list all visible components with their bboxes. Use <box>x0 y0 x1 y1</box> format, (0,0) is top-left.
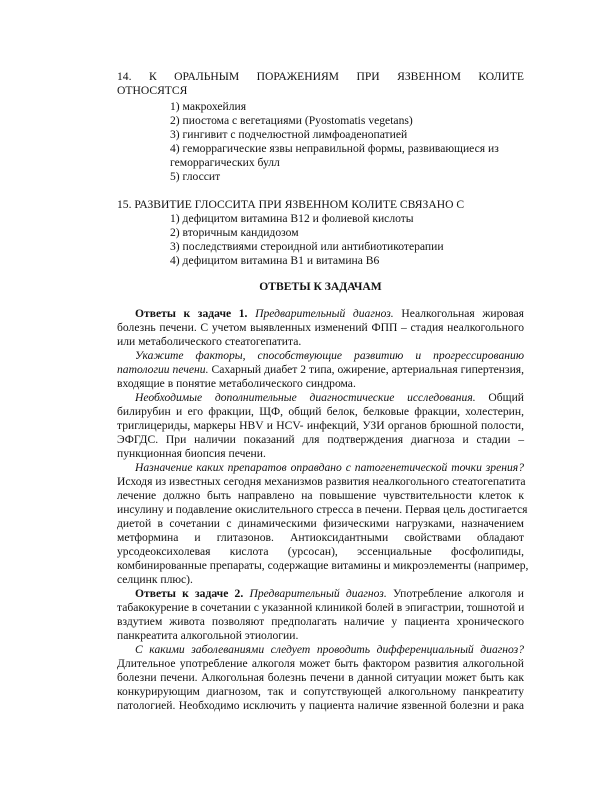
a1-label: Ответы к задаче 1. <box>135 307 248 320</box>
a2-diff-line-1: Длительное употребление алкоголя может быть фактором развития алкогольной <box>117 657 524 670</box>
q14-option-4: 4) геморрагические язвы неправильной формы, развивающиеся из <box>170 142 499 155</box>
a1-studies-line-1 <box>117 391 524 405</box>
a1-studies-line-2: билирубин и его фракции, ЩФ, общий белок, белковые фракции, холестерин, <box>117 405 524 418</box>
question-14-line-2: ОТНОСЯТСЯ <box>117 84 188 97</box>
q15-option-3: 3) последствиями стероидной или антибиотикотерапии <box>170 240 444 253</box>
a1-line-2: болезнь печени. С учетом выявленных изменений ФПП – стадия неалкогольного <box>117 321 524 334</box>
a2-diff-question-line <box>117 643 524 657</box>
a1-drugs-line-1: Исходя из известных сегодня механизмов развития неалкогольного стеатогепатита <box>117 475 526 488</box>
a1-factors-q1-text: Укажите факторы, способствующие развитию и прогрессированию <box>135 349 524 362</box>
a2-diff-question: С какими заболеваниями следует проводить дифференциальный диагноз? <box>135 643 524 656</box>
q14-option-1: 1) макрохейлия <box>170 100 247 113</box>
a1-drugs-line-2: лечение должно быть направлено на повышение чувствительности клеток к <box>117 489 524 502</box>
question-15-line-1: 15. РАЗВИТИЕ ГЛОССИТА ПРИ ЯЗВЕННОМ КОЛИТЕ СВЯЗАНО С <box>117 198 465 211</box>
a1-factors-a1-text: Сахарный диабет 2 типа, ожирение, артериальная гипертензия, <box>211 363 525 376</box>
a1-drugs-line-4: диетой в сочетании с динамическими физическими нагрузками, назначением <box>117 517 524 530</box>
a1-drugs-line-8: селцинк плюс). <box>117 573 193 586</box>
a1-drugs-question-line <box>117 461 524 475</box>
a1-l1-rest: Неалкогольная жировая <box>401 307 524 320</box>
q15-option-2: 2) вторичным кандидозом <box>170 226 299 239</box>
a1-studies-a1: Общий <box>488 391 524 404</box>
a2-l1-rest: Употребление алкоголя и <box>392 587 525 600</box>
a1-line-3: или метаболического стеатогепатита. <box>117 335 302 348</box>
q14-option-5: 5) глоссит <box>170 170 221 183</box>
a1-drugs-line-7: комбинированные препараты, содержащие витамины и микроэлементы (например, <box>117 559 529 572</box>
q14-option-4-cont: геморрагических булл <box>170 156 280 169</box>
a2-dx-label: Предварительный диагноз. <box>249 587 387 600</box>
a1-factors-line-3: входящие в понятие метаболического синдрома. <box>117 377 356 390</box>
a1-drugs-line-5: метформина и глитазонов. Антиоксидантными свойствами обладают <box>117 531 524 544</box>
a1-dx-label: Предварительный диагноз. <box>255 307 394 320</box>
a2-diff-line-3: конкурирующим диагнозом, так и сопутствующей алкогольному панкреатиту <box>117 685 524 698</box>
question-14-line-1: 14. К ОРАЛЬНЫМ ПОРАЖЕНИЯМ ПРИ ЯЗВЕННОМ КОЛИТЕ <box>117 70 524 83</box>
answers-title: ОТВЕТЫ К ЗАДАЧАМ <box>259 280 382 293</box>
a2-diff-line-2: болезни печени. Алкогольная болезнь печени в данной ситуации может быть как <box>117 671 524 684</box>
a2-diff-line-4: патологией. Необходимо исключить у пациента наличие язвенной болезни и рака <box>117 699 524 712</box>
a1-line-1 <box>117 307 524 321</box>
a2-label: Ответы к задаче 2. <box>135 587 244 600</box>
a1-factors-q2-text: патологии печени. <box>117 363 209 376</box>
a1-studies-line-5: пункционная биопсия печени. <box>117 447 266 460</box>
a1-studies-line-4: ЭФГДС. При наличии показаний для подтверждения диагноза и стадии – <box>117 433 524 446</box>
a1-factors-line-2 <box>117 363 524 377</box>
q14-option-3: 3) гингивит с подчелюстной лимфоаденопатией <box>170 128 408 141</box>
a1-drugs-line-3: инсулину и подавление окислительного стресса в печени. Первая цель достигается <box>117 503 528 516</box>
a1-drugs-line-6: урсодеоксихолевая кислота (урсосан), эссенциальные фосфолипиды, <box>117 545 524 558</box>
a1-factors-question-1 <box>117 349 524 363</box>
a2-line-4: панкреатита алкогольной этиологии. <box>117 629 299 642</box>
a1-studies-question: Необходимые дополнительные диагностические исследования. <box>135 391 476 404</box>
a2-line-2: табакокурение в сочетании с указанной клиникой болей в эпигастрии, тошнотой и <box>117 601 525 614</box>
a1-studies-line-3: триглицериды, маркеры HBV и HCV- инфекций, УЗИ органов брюшной полости, <box>117 419 524 432</box>
a1-drugs-question: Назначение каких препаратов оправдано с патогенетической точки зрения? <box>135 461 524 474</box>
a2-line-3: вздутием живота позволяют предполагать наличие у пациента хронического <box>117 615 524 628</box>
q14-option-2: 2) пиостома с вегетациями (Pyostomatis vegetans) <box>170 114 413 127</box>
a2-line-1 <box>117 587 524 601</box>
q15-option-4: 4) дефицитом витамина В1 и витамина В6 <box>170 254 380 267</box>
q15-option-1: 1) дефицитом витамина В12 и фолиевой кислоты <box>170 212 414 225</box>
